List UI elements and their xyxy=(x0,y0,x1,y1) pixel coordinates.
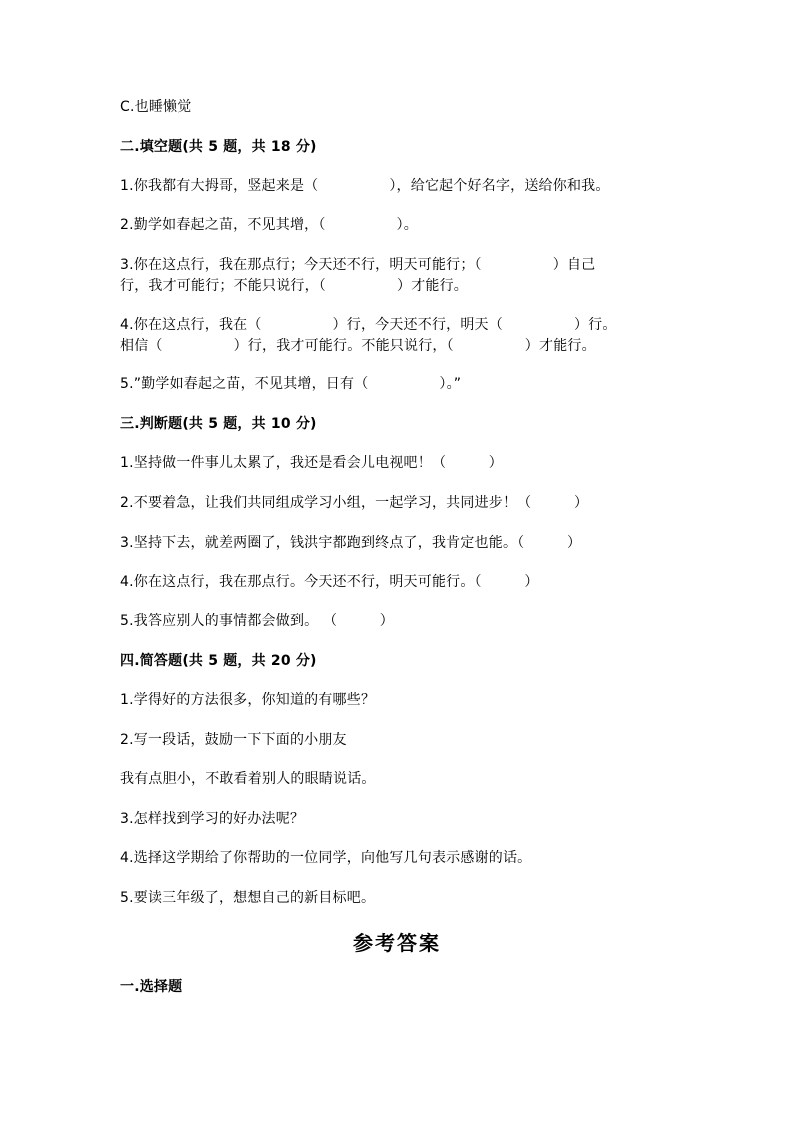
answer-title: 参考答案 xyxy=(353,931,441,955)
fill-question-3-line1: 3.你在这点行，我在那点行；今天还不行，明天可能行；（ ）自己 xyxy=(120,257,596,273)
short-question-3: 3.怎样找到学习的好办法呢？ xyxy=(120,811,305,827)
option-c: C.也睡懒觉 xyxy=(120,99,192,115)
judge-question-4: 4.你在这点行，我在那点行。今天还不行，明天可能行。（ ） xyxy=(120,574,539,590)
fill-question-3-line2: 行，我才可能行；不能只说行，（ ）才能行。 xyxy=(120,278,468,294)
section-fill-blank-heading: 二.填空题(共 5 题，共 18 分) xyxy=(120,139,317,155)
judge-question-2: 2.不要着急，让我们共同组成学习小组，一起学习，共同进步！（ ） xyxy=(120,495,589,511)
short-question-4: 4.选择这学期给了你帮助的一位同学，向他写几句表示感谢的话。 xyxy=(120,850,532,866)
fill-question-2: 2.勤学如春起之苗，不见其增，（ ）。 xyxy=(120,217,418,233)
judge-question-3: 3.坚持下去，就差两圈了，钱洪宇都跑到终点了，我肯定也能。（ ） xyxy=(120,535,582,551)
fill-question-1: 1.你我都有大拇哥，竖起来是（ ），给它起个好名字，送给你和我。 xyxy=(120,178,610,194)
section-short-answer-heading: 四.简答题(共 5 题，共 20 分) xyxy=(120,653,317,669)
short-question-1: 1.学得好的方法很多，你知道的有哪些？ xyxy=(120,692,376,708)
fill-question-4-line1: 4.你在这点行，我在（ ）行，今天还不行，明天（ ）行。 xyxy=(120,317,617,333)
section-judge-heading: 三.判断题(共 5 题，共 10 分) xyxy=(120,416,317,432)
judge-question-1: 1.坚持做一件事儿太累了，我还是看会儿电视吧！（ ） xyxy=(120,455,503,471)
judge-question-5: 5.我答应别人的事情都会做到。 （ ） xyxy=(120,613,395,629)
short-question-2-quote: 我有点胆小，不敢看着别人的眼睛说话。 xyxy=(120,771,376,787)
fill-question-4-line2: 相信（ ）行，我才可能行。不能只说行，（ ）才能行。 xyxy=(120,338,596,354)
answer-section-choice-heading: 一.选择题 xyxy=(120,979,183,995)
short-question-5: 5.要读三年级了，想想自己的新目标吧。 xyxy=(120,890,376,906)
fill-question-5: 5.”勤学如春起之苗，不见其增，日有（ ）。” xyxy=(120,376,462,392)
short-question-2: 2.写一段话，鼓励一下下面的小朋友 xyxy=(120,732,347,748)
